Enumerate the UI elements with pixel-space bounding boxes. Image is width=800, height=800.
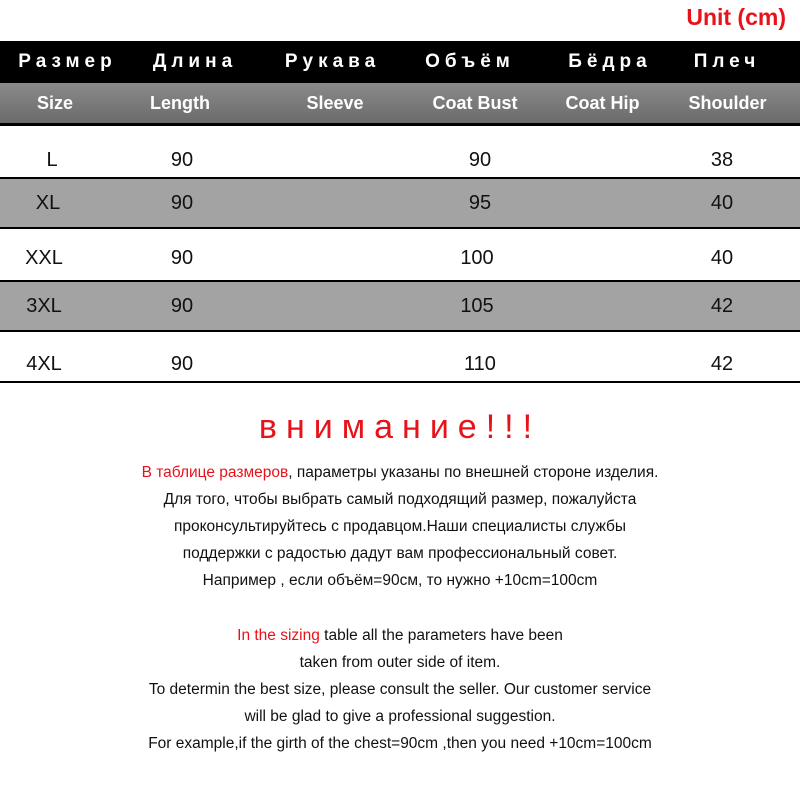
cell-bust: 90: [468, 148, 492, 171]
header-ru-length: Длина: [152, 51, 238, 72]
cell-bust: 100: [460, 246, 494, 269]
cell-length: 90: [170, 352, 194, 375]
cell-size: XL: [35, 191, 61, 214]
en-notice-line: To determin the best size, please consult the seller. Our customer service: [148, 681, 652, 698]
cell-bust: 110: [464, 352, 496, 375]
header-ru-bust: Объём: [425, 51, 515, 72]
header-ru-sleeve: Рукава: [284, 51, 381, 72]
cell-size: L: [46, 148, 58, 171]
ru-notice-line: поддержки с радостью дадут вам профессиональный совет.: [182, 545, 618, 562]
en-notice-line: will be glad to give a professional suggestion.: [244, 708, 556, 725]
cell-shoulder: 42: [710, 352, 734, 375]
ru-notice-highlight: В таблице размеров: [141, 464, 289, 481]
table-header-russian: [0, 41, 800, 83]
en-notice-line: taken from outer side of item.: [299, 654, 501, 671]
cell-length: 90: [170, 246, 194, 269]
cell-length: 90: [170, 294, 194, 317]
attention-heading: внимание!!!: [258, 408, 542, 446]
header-en-sleeve: Sleeve: [306, 92, 364, 113]
en-notice-line: For example,if the girth of the chest=90cm ,then you need +10cm=100cm: [148, 735, 652, 752]
row-divider: [0, 227, 800, 229]
header-ru-shoulder: Плеч: [693, 51, 761, 72]
russian-notice: [0, 459, 800, 594]
cell-length: 90: [170, 148, 194, 171]
ru-notice-line: проконсультируйтесь с продавцом.Наши специалисты службы: [173, 518, 627, 535]
cell-size: 3XL: [26, 294, 62, 317]
cell-bust: 95: [468, 191, 492, 214]
header-en-bust: Coat Bust: [432, 92, 518, 113]
header-ru-size: Размер: [18, 51, 117, 72]
ru-notice-line: [0, 459, 800, 486]
table-row: [0, 282, 800, 330]
ru-notice-line: Например , если объём=90cм, то нужно +10cm=100cm: [202, 572, 598, 589]
ru-notice-line: Для того, чтобы выбрать самый подходящий размер, пожалуйста: [163, 491, 637, 508]
en-notice-highlight: In the sizing: [237, 627, 320, 644]
cell-bust: 105: [460, 294, 494, 317]
cell-size: 4XL: [26, 352, 62, 375]
table-row: [0, 234, 800, 282]
cell-shoulder: 38: [710, 148, 734, 171]
header-en-hip: Coat Hip: [565, 92, 640, 113]
row-divider: [0, 381, 800, 383]
cell-shoulder: 42: [710, 294, 734, 317]
header-en-shoulder: Shoulder: [688, 92, 767, 113]
cell-length: 90: [170, 191, 194, 214]
table-row: [0, 179, 800, 227]
cell-shoulder: 40: [710, 191, 734, 214]
en-notice-line: [0, 622, 800, 649]
cell-size: XXL: [25, 246, 63, 269]
row-divider: [0, 330, 800, 332]
en-notice-text: table all the parameters have been: [319, 627, 563, 644]
header-en-size: Size: [36, 92, 74, 113]
cell-shoulder: 40: [710, 246, 734, 269]
english-notice: [0, 622, 800, 757]
header-ru-hip: Бёдра: [568, 51, 652, 72]
unit-label: Unit (cm): [686, 4, 786, 30]
table-header-english: [0, 83, 800, 126]
ru-notice-text: , параметры указаны по внешней стороне изделия.: [288, 464, 659, 481]
header-en-length: Length: [150, 92, 210, 113]
